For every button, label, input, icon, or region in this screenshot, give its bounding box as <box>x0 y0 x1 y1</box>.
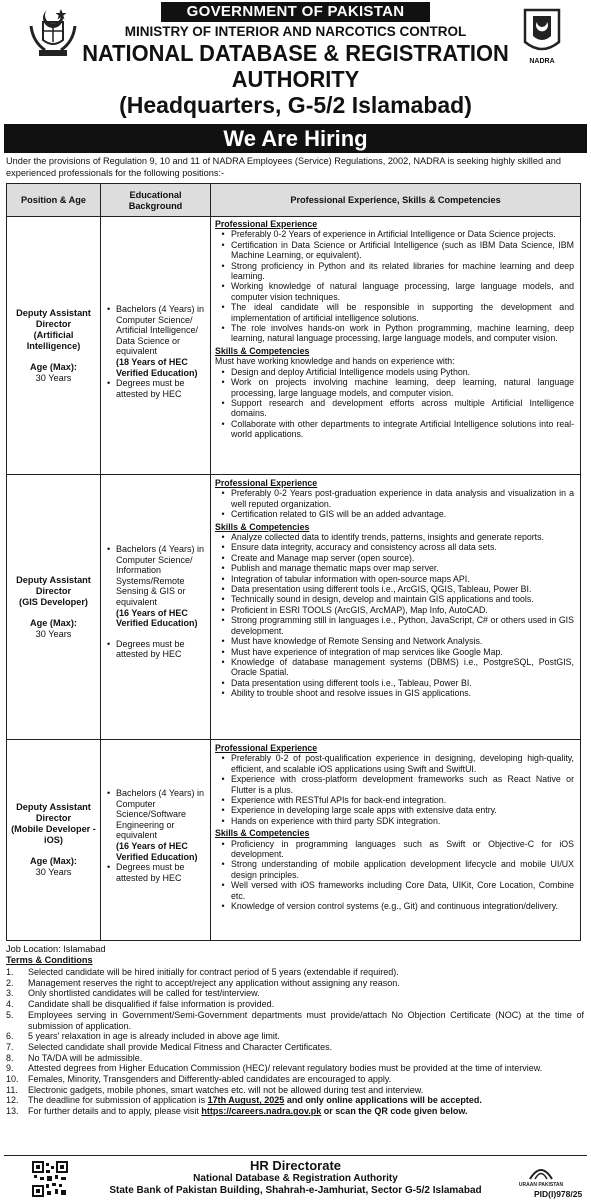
experience-item: Preferably 0-2 Years post-graduation experience in data analysis and visualization in a well reputed organization. <box>231 488 574 509</box>
row-gis-position <box>7 475 100 739</box>
skills-item: Support research and development efforts across multiple Artificial Intelligence domains. <box>231 397 574 419</box>
ministry-title: MINISTRY OF INTERIOR AND NARCOTICS CONTROL <box>124 24 467 39</box>
footer-organization: National Database & Registration Authority <box>193 1173 398 1184</box>
education-hec: (16 Years of HEC Verified Education) <box>116 607 198 629</box>
skills-item: Collaborate with other departments to integrate Artificial Intelligence solutions into real-world applications. <box>231 418 574 440</box>
position-title-line: (Mobile Developer - <box>11 824 96 834</box>
education-hec: (16 Years of HEC Verified Education) <box>116 840 198 862</box>
footer <box>4 1155 587 1200</box>
row-ios-education: • Bachelors (4 Years) in Computer Science/Software Engineering or equivalent (16 Years of HEC Verified Education) • Degrees must be attested by HEC <box>101 788 210 883</box>
skills-heading: Skills & Competencies <box>215 521 310 532</box>
row-gis-experience: Professional Experience • Preferably 0-2 Years post-graduation experience in data analysis and visualization in a well reputed organization. • Certification related to GIS will be an added advantage. Skills & Competencies • Analyze collected data to identify trends, patterns, insights and generate reports. • Ensure data integrity, accuracy and consistency across all data sets. • Create and Manage map server (open source). • Publish and manage thematic maps over map server. • Integration of tabular information with open-source maps API. • Data presentation using different tools i.e., ArcGIS, QGIS, Tableau, Power BI. • Technically sound in design, develop and maintain GIS applications and tools. • Proficient in ESRI TOOLS (ArcGIS, ArcMAP), Map Info, AutoCAD. • Strong programming still in languages i.e., Python, JavaScript, C# or others used in GIS development. • Must have knowledge of Remote Sensing and Network Analysis. • Must have experience of integration of map services like Google Map. • Knowledge of database management systems (DBMS) i.e., PostgreSQL, PostGIS, Oracle Spatial. • Data presentation using different tools i.e., Tableau, Power BI. • Ability to trouble shoot and resolve issues in GIS applications. <box>215 478 574 699</box>
row-gis-education: • Bachelors (4 Years) in Computer Science/ Information Systems/Remote Sensing & GIS or equivalent (16 Years of HEC Verified Education) • Degrees must be attested by HEC <box>101 544 210 660</box>
headquarters-title: (Headquarters, G-5/2 Islamabad) <box>119 92 472 118</box>
pid-number: PID(I)978/25 <box>534 1189 583 1199</box>
header-education: Educational Background <box>128 189 183 211</box>
position-title-line: Deputy Assistant <box>16 307 91 318</box>
age-label: Age (Max): <box>30 856 77 866</box>
experience-heading: Professional Experience <box>215 478 318 488</box>
experience-item: The ideal candidate will be responsible in supporting the development and implementation of artificial intelligence solutions. <box>231 302 574 323</box>
term-item-deadline: 12. The deadline for submission of application is 17th August, 2025 and only online applications will be accepted. <box>6 1095 482 1106</box>
term-item: 8. No TA/DA will be admissible. <box>6 1052 143 1063</box>
skills-item: Knowledge of database management systems (DBMS) i.e., PostgreSQL, PostGIS, Oracle Spatial. <box>231 656 574 678</box>
education-degree: Bachelors (4 Years) in Computer Science/ Information Systems/Remote Sensing & GIS or equivalent <box>116 544 205 607</box>
position-title-line: Deputy Assistant <box>16 574 91 585</box>
skills-item: Strong understanding of mobile application development lifecycle and mobile UI/UX design principles. <box>231 859 574 880</box>
nadra-logo-icon <box>521 6 563 60</box>
skills-item: Must have knowledge of Remote Sensing and Network Analysis. <box>231 636 483 647</box>
position-title-line: iOS) <box>44 835 63 845</box>
education-attestation: Degrees must be attested by HEC <box>116 638 185 660</box>
experience-item: The role involves hands-on work in Python programming, machine learning, deep learning, natural language processing, large language models, and computer vision. <box>231 323 574 344</box>
term-item: 3. Only shortlisted candidates will be called for test/interview. <box>6 988 260 999</box>
footer-address: State Bank of Pakistan Building, Shahrah-e-Jamhuriat, Sector G-5/2 Islamabad <box>109 1185 482 1196</box>
header-experience: Professional Experience, Skills & Competencies <box>290 195 501 205</box>
term-item: 11. Electronic gadgets, mobile phones, smart watches etc. will not be allowed during test and interview. <box>6 1084 424 1095</box>
experience-item: Preferably 0-2 Years of experience in Artificial Intelligence or Data Science projects. <box>231 229 556 240</box>
skills-item: Proficient in ESRI TOOLS (ArcGIS, ArcMAP), Map Info, AutoCAD. <box>231 604 488 615</box>
table-header <box>7 184 580 217</box>
education-attestation: Degrees must be attested by HEC <box>116 378 185 399</box>
header-position: Position & Age <box>21 195 86 205</box>
experience-item: Certification in Data Science or Artificial Intelligence (such as IBM Data Science, IBM Machine Learning, or equivalent). <box>231 239 574 261</box>
skills-item: Ability to trouble shoot and resolve issues in GIS applications. <box>231 688 472 699</box>
skills-item: Create and Manage map server (open source). <box>231 552 415 563</box>
term-item: 10. Females, Minority, Transgenders and Differently-abled candidates are encouraged to apply. <box>6 1074 392 1085</box>
age-label: Age (Max): <box>30 361 77 372</box>
footer-title: HR Directorate <box>249 1158 342 1173</box>
position-title-line: Deputy Assistant <box>16 802 91 812</box>
skills-item: Work on projects involving machine learning, deep learning, natural language processing, large language models, and computer vision. <box>231 377 574 398</box>
term-item: 5. Employees serving in Government/Semi-Government departments must provide/attach No Objection Certificate (NOC) at the time of submission of application. <box>6 1009 584 1031</box>
experience-heading: Professional Experience <box>215 743 318 753</box>
age-value: 30 Years <box>35 372 72 383</box>
experience-item: Certification related to GIS will be an added advantage. <box>231 509 447 520</box>
education-degree: Bachelors (4 Years) in Computer Science/Software Engineering or equivalent <box>116 788 205 841</box>
term-item: 2. Management reserves the right to accept/reject any application without assigning any reason. <box>6 977 400 988</box>
education-attestation: Degrees must be attested by HEC <box>116 862 185 883</box>
government-banner: GOVERNMENT OF PAKISTAN <box>161 2 430 22</box>
skills-item: Must have experience of integration of map services like Google Map. <box>231 646 503 657</box>
position-title-line: Director <box>35 813 72 823</box>
education-degree: Bachelors (4 Years) in Computer Science/ Artificial Intelligence/ Data Science or equivalent <box>116 304 205 357</box>
skills-item: Integration of tabular information with open-source maps API. <box>231 573 470 584</box>
skills-item: Ensure data integrity, accuracy and consistency across all data sets. <box>231 542 497 553</box>
skills-item: Strong programming still in languages i.e., Python, JavaScript, C# or others used in GIS development. <box>231 615 574 636</box>
skills-item: Publish and manage thematic maps over map server. <box>231 563 439 574</box>
deadline-date: 17th August, 2025 <box>207 1095 285 1106</box>
skills-heading: Skills & Competencies <box>215 828 310 839</box>
term-item: 7. Selected candidate shall provide Medical Fitness and Character Certificates. <box>6 1041 333 1052</box>
position-title-line: Director <box>35 585 72 596</box>
experience-item: Experience with cross-platform development frameworks such as React Native or Flutter is a plus. <box>231 774 574 795</box>
skills-item: Data presentation using different tools i.e., ArcGIS, QGIS, Tableau, Power BI. <box>231 584 532 595</box>
uraan-logo-text: URAAN PAKISTAN <box>518 1182 564 1188</box>
term-item: 1. Selected candidate will be hired initially for contract period of 5 years (extendable if required). <box>6 967 399 977</box>
row-ios-experience: Professional Experience • Preferably 0-2 of post-qualification experience in designing, developing high-quality, efficient, and scalable iOS applications using Swift and SwiftUI. • Experience with cross-platform development frameworks such as React Native or Flutter is a plus. • Experience with RESTful APIs for back-end integration. • Experience in developing large scale apps with extensive data entry. • Hands on experience with third party SDK integration. Skills & Competencies • Proficiency in programming languages such as Swift or Objective-C for iOS development. • Strong understanding of mobile application development lifecycle and mobile UI/UX design principles. • Well versed with iOS frameworks including Core Data, UIKit, Core Location, Combine etc. • Knowledge of version control systems (e.g., Git) and continuous integration/delivery. <box>215 743 574 912</box>
intro-paragraph: Under the provisions of Regulation 9, 10 and 11 of NADRA Employees (Service) Regulations, 2002, NADRA is seeking highly skilled and experienced professionals for the following positions:- <box>6 156 561 178</box>
skills-item: Proficiency in programming languages such as Swift or Objective-C for iOS development. <box>231 838 574 860</box>
experience-item: Experience in developing large scale apps with extensive data entry. <box>231 805 497 816</box>
position-title-line: (GIS Developer) <box>19 596 88 607</box>
term-item: 9. Attested degrees from Higher Education Commission (HEC)/ relevant regulatory bodies must be provided at the time of interview. <box>6 1063 543 1074</box>
age-label: Age (Max): <box>30 617 77 628</box>
experience-item: Hands on experience with third party SDK integration. <box>231 815 441 826</box>
row-ai-experience: Professional Experience • Preferably 0-2 Years of experience in Artificial Intelligence or Data Science projects. • Certification in Data Science or Artificial Intelligence (such as IBM Data Science, IBM Machine Learning, or equivalent). • Strong proficiency in Python and its related libraries for machine learning and deep learning. • Working knowledge of natural language processing, large language models, and computer vision techniques. • The ideal candidate will be responsible in supporting the development and implementation of artificial intelligence solutions. • The role involves hands-on work in Python programming, machine learning, deep learning, natural language processing, large language models, and computer vision. Skills & Competencies Must have working knowledge and hands on experience with: • Design and deploy Artificial Intelligence models using Python. • Work on projects involving machine learning, deep learning, natural language processing, large language models, and computer vision. • Support research and development efforts across multiple Artificial Intelligence domains. • Collaborate with other departments to integrate Artificial Intelligence solutions into real-world applications. <box>215 219 574 440</box>
term-item-apply: 13. For further details and to apply, please visit https://careers.nadra.gov.pk or scan the QR code given below. <box>6 1106 468 1117</box>
term-item: 4. Candidate shall be disqualified if false information is provided. <box>6 999 275 1010</box>
positions-table <box>6 183 581 941</box>
skills-item: Design and deploy Artificial Intelligence models using Python. <box>231 366 471 377</box>
terms-list <box>6 967 584 1117</box>
terms-heading: Terms & Conditions <box>6 955 93 965</box>
position-title-line: Intelligence) <box>26 340 81 351</box>
experience-item: Preferably 0-2 of post-qualification experience in designing, developing high-quality, efficient, and scalable iOS applications using Swift and SwiftUI. <box>231 753 574 774</box>
uraan-pakistan-logo-icon <box>518 1159 564 1189</box>
row-ios-position <box>7 740 100 940</box>
hiring-banner: We Are Hiring <box>4 124 587 153</box>
row-ai-position <box>7 217 100 474</box>
age-value: 30 Years <box>35 867 72 877</box>
organization-title <box>21 40 571 92</box>
experience-item: Strong proficiency in Python and its related libraries for machine learning and deep learning. <box>231 260 574 282</box>
organization-title-line1: NATIONAL DATABASE & REGISTRATION <box>82 40 509 66</box>
row-ai-education: • Bachelors (4 Years) in Computer Science/ Artificial Intelligence/ Data Science or equivalent (18 Years of HEC Verified Education) • Degrees must be attested by HEC <box>101 304 210 399</box>
skills-item: Data presentation using different tools i.e., Tableau, Power BI. <box>231 677 472 688</box>
skills-item: Knowledge of version control systems (e.g., Git) and continuous integration/delivery. <box>231 901 558 912</box>
age-value: 30 Years <box>35 628 72 639</box>
header <box>0 0 591 128</box>
organization-title-line2: AUTHORITY <box>231 66 360 92</box>
education-hec: (18 Years of HEC Verified Education) <box>116 356 198 378</box>
skills-item: Technically sound in design, develop and maintain GIS applications and tools. <box>231 594 534 605</box>
experience-item: Experience with RESTful APIs for back-end integration. <box>231 795 447 806</box>
job-location: Job Location: Islamabad <box>6 944 106 954</box>
skills-item: Well versed with iOS frameworks including Core Data, UIKit, Core Location, Combine etc. <box>231 880 574 901</box>
careers-link[interactable]: https://careers.nadra.gov.pk <box>201 1106 322 1117</box>
experience-item: Working knowledge of natural language processing, large language models, and computer vision techniques. <box>231 281 574 302</box>
skills-intro: Must have working knowledge and hands on experience with: <box>215 356 455 367</box>
position-title-line: Director <box>35 318 72 329</box>
nadra-logo-text: NADRA <box>529 58 555 65</box>
position-title-line: (Artificial <box>33 329 74 340</box>
skills-heading: Skills & Competencies <box>215 345 310 356</box>
experience-heading: Professional Experience <box>215 219 318 229</box>
skills-item: Analyze collected data to identify trends, patterns, insights and generate reports. <box>231 532 544 543</box>
term-item: 6. 5 years' relaxation in age is already included in above age limit. <box>6 1031 280 1042</box>
